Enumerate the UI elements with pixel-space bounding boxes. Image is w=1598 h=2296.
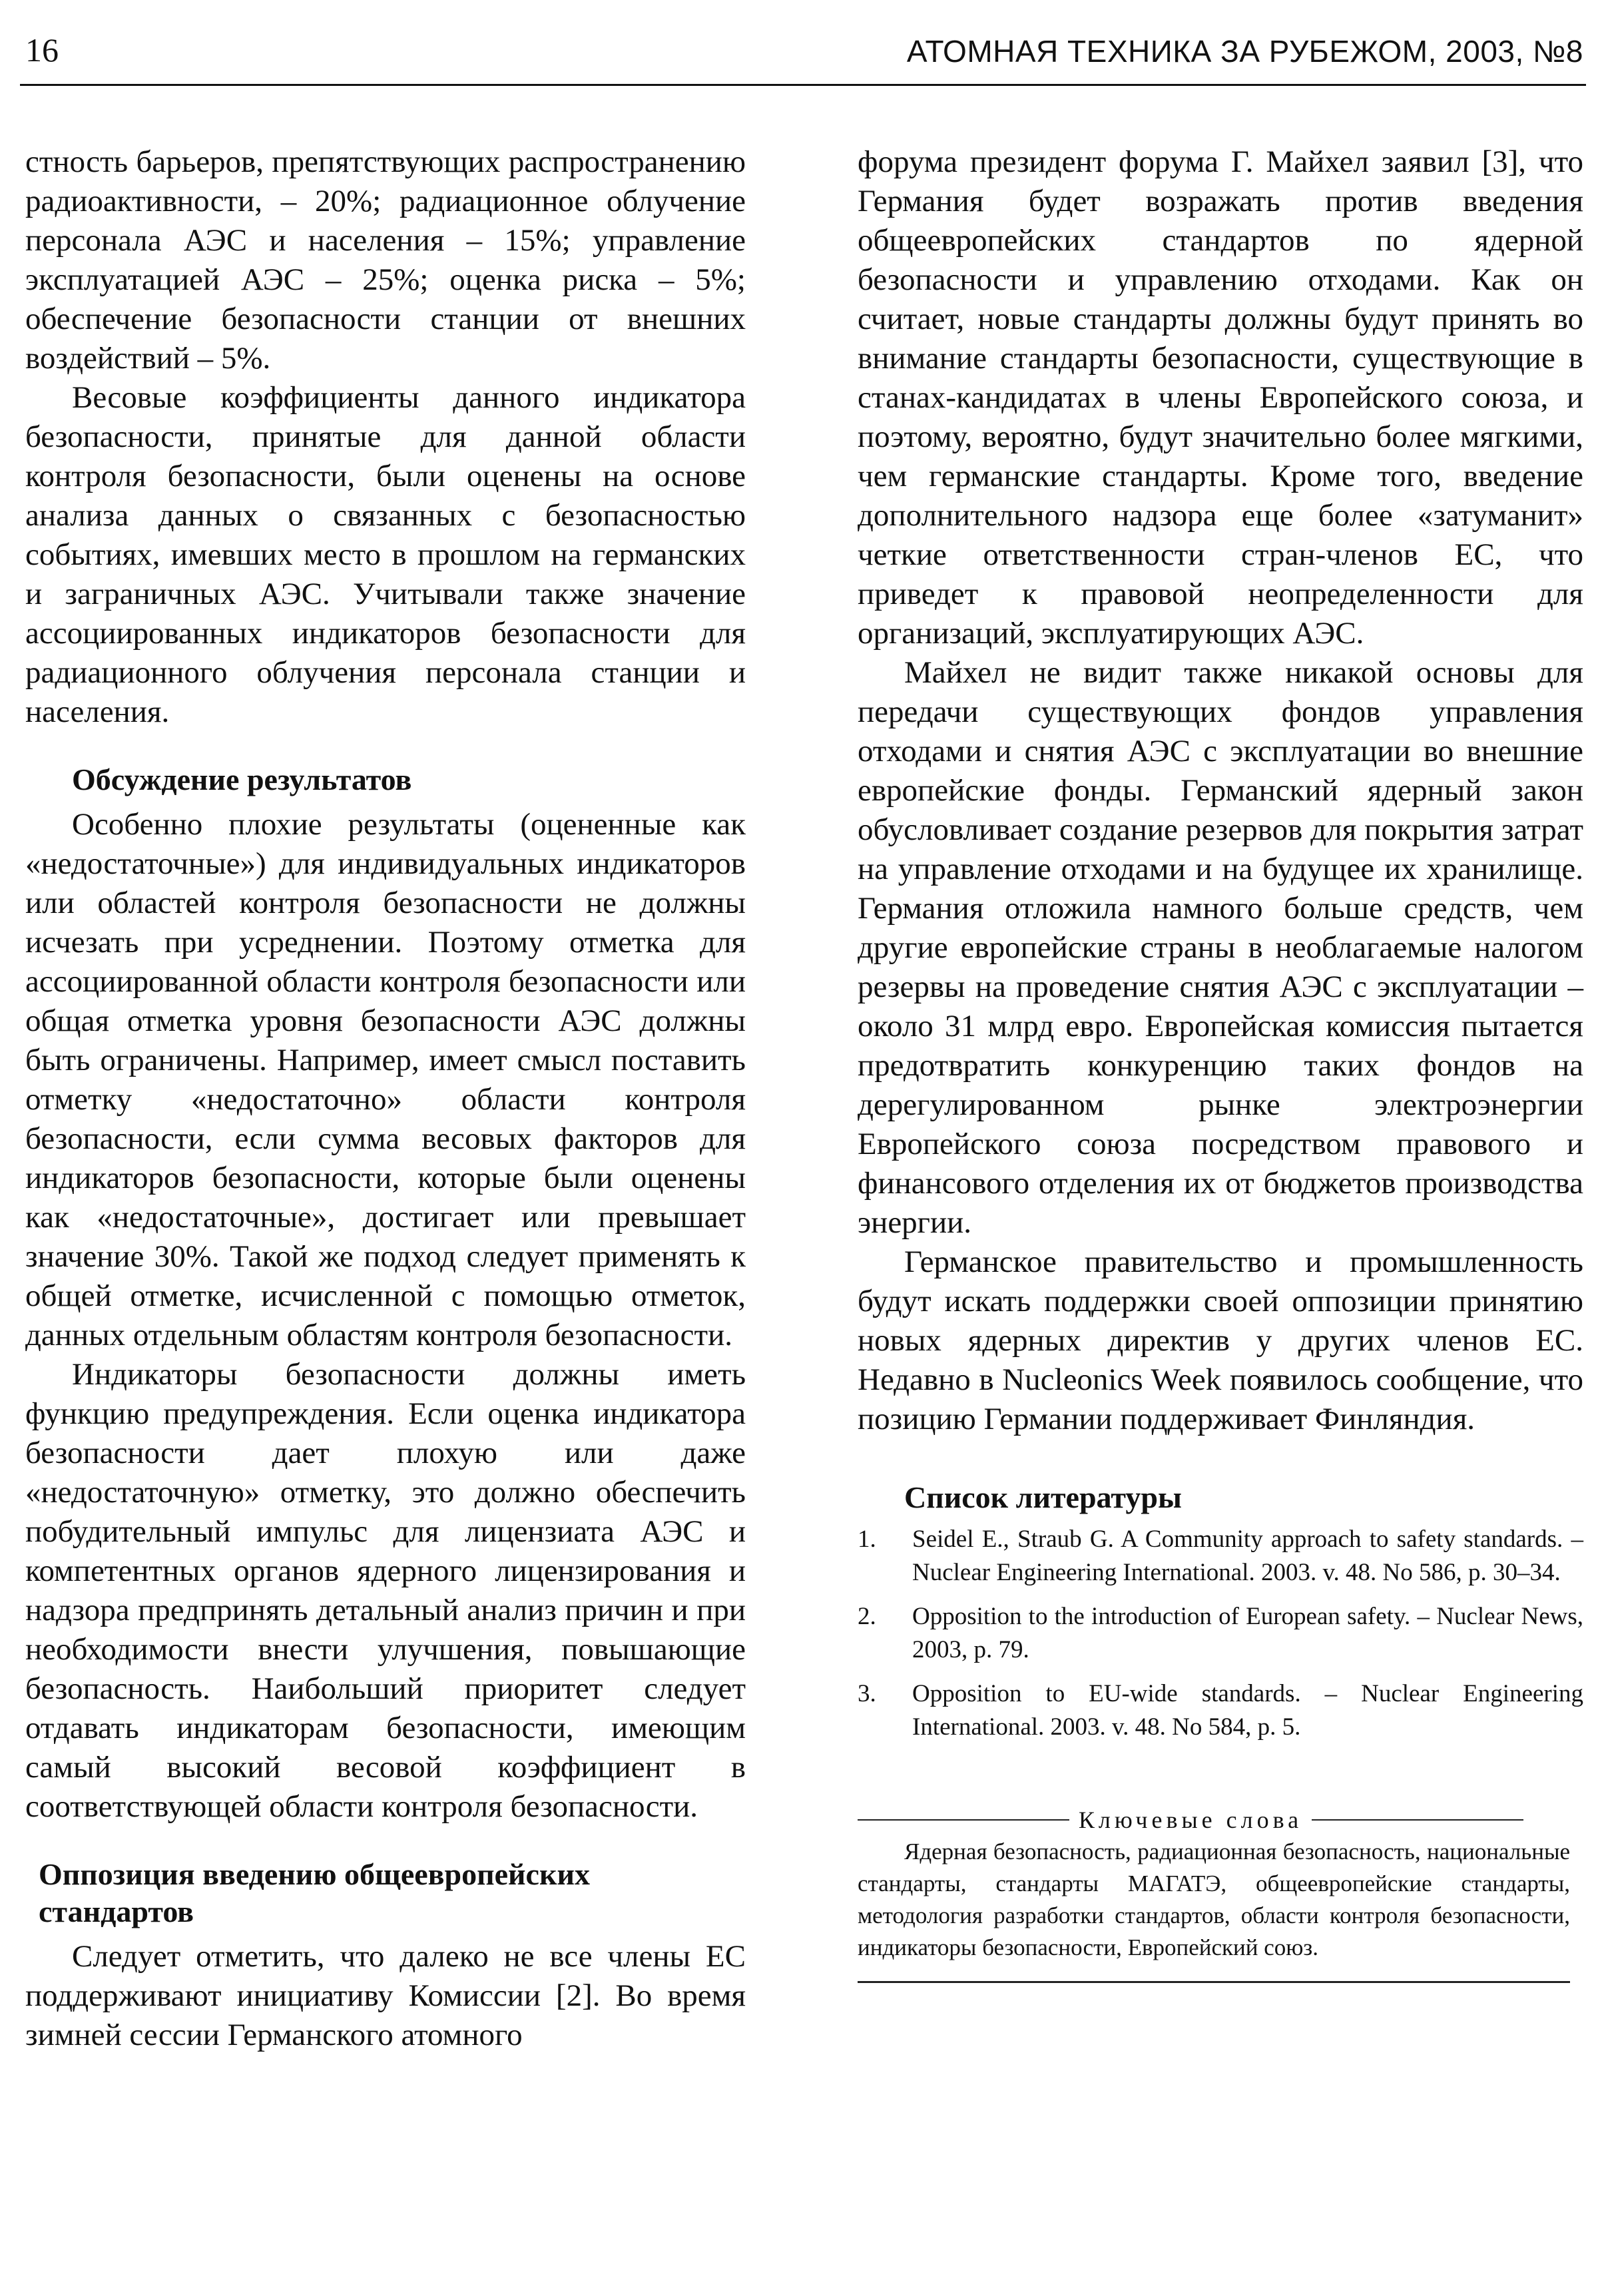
- journal-title: АТОМНАЯ ТЕХНИКА ЗА РУБЕЖОМ, 2003, №8: [906, 34, 1583, 69]
- paragraph: форума президент форума Г. Майхел заявил [3], что Германия будет возражать против введения общеевропейских стандартов по ядерной безопасности и управлению отходами. Как он считает, новые стандарты должны будут принять во внимание стандарты безопасности, существующие в станах-кандидатах в члены Европейского союза, и поэтому, вероятно, будут значительно более мягкими, чем германские стандарты. Кроме того, введение дополнительного надзора еще более «затуманит» четкие ответственности стран-членов ЕС, что приведет к правовой неопределенности для организаций, эксплуатирующих АЭС.: [858, 144, 1583, 651]
- keywords-text: Ядерная безопасность, радиационная безопасность, национальные стандарты, стандарты МАГАТЭ, общеевропейские стандарты, методология разработки стандартов, области контроля безопасности, индикаторы безопасности, Европейский союз.: [858, 1839, 1570, 1960]
- section-heading: Обсуждение результатов: [72, 762, 412, 796]
- paragraph: Особенно плохие результаты (оцененные как «недостаточные») для индивидуальных индикаторов или областей контроля безопасности не должны исчезать при усреднении. Поэтому отметка для ассоциированной области контроля безопасности или общая отметка уровня безопасности АЭС должны быть ограничены. Например, имеет смысл поставить отметку «недостаточно» области контроля безопасности, если сумма весовых факторов для индикаторов безопасности, которые были оценены как «недостаточные», достигает или превышает значение 30%. Такой же подход следует применять к общей отметке, исчисленной с помощью отметок, данных отдельным областям контроля безопасности.: [25, 807, 746, 1352]
- reference-number: 2.: [858, 1603, 876, 1630]
- references-heading: Список литературы: [904, 1480, 1182, 1514]
- reference-number: 3.: [858, 1680, 876, 1707]
- page-number: 16: [25, 31, 59, 69]
- right-column: [858, 143, 1583, 1983]
- section-heading: Оппозиция введению общеевропейских стандартов: [39, 1857, 590, 1928]
- divider: [1312, 1819, 1523, 1821]
- reference-item: [858, 1600, 1583, 1667]
- paragraph: стность барьеров, препятствующих распространению радиоактивности, – 20%; радиационное облучение персонала АЭС и населения – 15%; управление эксплуатацией АЭС – 25%; оценка риска – 5%; обеспечение безопасности станции от внешних воздействий – 5%.: [25, 144, 746, 376]
- paragraph: Индикаторы безопасности должны иметь функцию предупреждения. Если оценка индикатора безопасности дает плохую или даже «недостаточную» отметку, это должно обеспечить побудительный импульс для лицензиата АЭС и компетентных органов ядерного лицензирования и надзора предпринять детальный анализ причин и при необходимости внести улучшения, повышающие безопасность. Наибольший приоритет следует отдавать индикаторам безопасности, имеющим самый высокий весовой коэффициент в соответствующей области контроля безопасности.: [25, 1357, 746, 1824]
- keywords-header: [858, 1804, 1523, 1836]
- keywords-title: Ключевые слова: [1078, 1807, 1303, 1833]
- reference-text: Opposition to EU-wide standards. – Nuclear Engineering International. 2003. v. 48. No 584, p. 5.: [912, 1680, 1583, 1741]
- paragraph: Весовые коэффициенты данного индикатора безопасности, принятые для данной области контроля безопасности, были оценены на основе анализа данных о связанных с безопасностью событиях, имевших место в прошлом на германских и заграничных АЭС. Учитывали также значение ассоциированных индикаторов безопасности для радиационного облучения персонала станции и населения.: [25, 380, 746, 729]
- divider: [858, 1981, 1570, 1983]
- divider: [858, 1819, 1069, 1821]
- reference-item: [858, 1523, 1583, 1589]
- reference-number: 1.: [858, 1526, 876, 1553]
- reference-text: Opposition to the introduction of European safety. – Nuclear News, 2003, p. 79.: [912, 1603, 1583, 1663]
- references-list: [858, 1523, 1583, 1744]
- paragraph: Следует отметить, что далеко не все члены ЕС поддерживают инициативу Комиссии [2]. Во время зимней сессии Германского атомного: [25, 1939, 746, 2052]
- keywords-box: [858, 1804, 1583, 1983]
- left-column: [25, 143, 746, 2055]
- paragraph: Майхел не видит также никакой основы для передачи существующих фондов управления отходами и снятия АЭС с эксплуатации во внешние европейские фонды. Германский ядерный закон обусловливает создание резервов для покрытия затрат на управление отходами и на будущее их хранилище. Германия отложила намного больше средств, чем другие европейские страны в необлагаемые налогом резервы на проведение снятия АЭС с эксплуатации – около 31 млрд евро. Европейская комиссия пытается предотвратить конкуренцию таких фондов на дерегулированном рынке электроэнергии Европейского союза посредством правового и финансового отделения их от бюджетов производства энергии.: [858, 655, 1583, 1240]
- reference-text: Seidel E., Straub G. A Community approach to safety standards. – Nuclear Engineering International. 2003. v. 48. No 586, p. 30–34.: [912, 1526, 1583, 1586]
- reference-item: [858, 1677, 1583, 1744]
- header-rule: [20, 84, 1586, 86]
- paragraph: Германское правительство и промышленность будут искать поддержки своей оппозиции принятию новых ядерных директив у других членов ЕС. Недавно в Nucleonics Week появилось сообщение, что позицию Германии поддерживает Финляндия.: [858, 1245, 1583, 1436]
